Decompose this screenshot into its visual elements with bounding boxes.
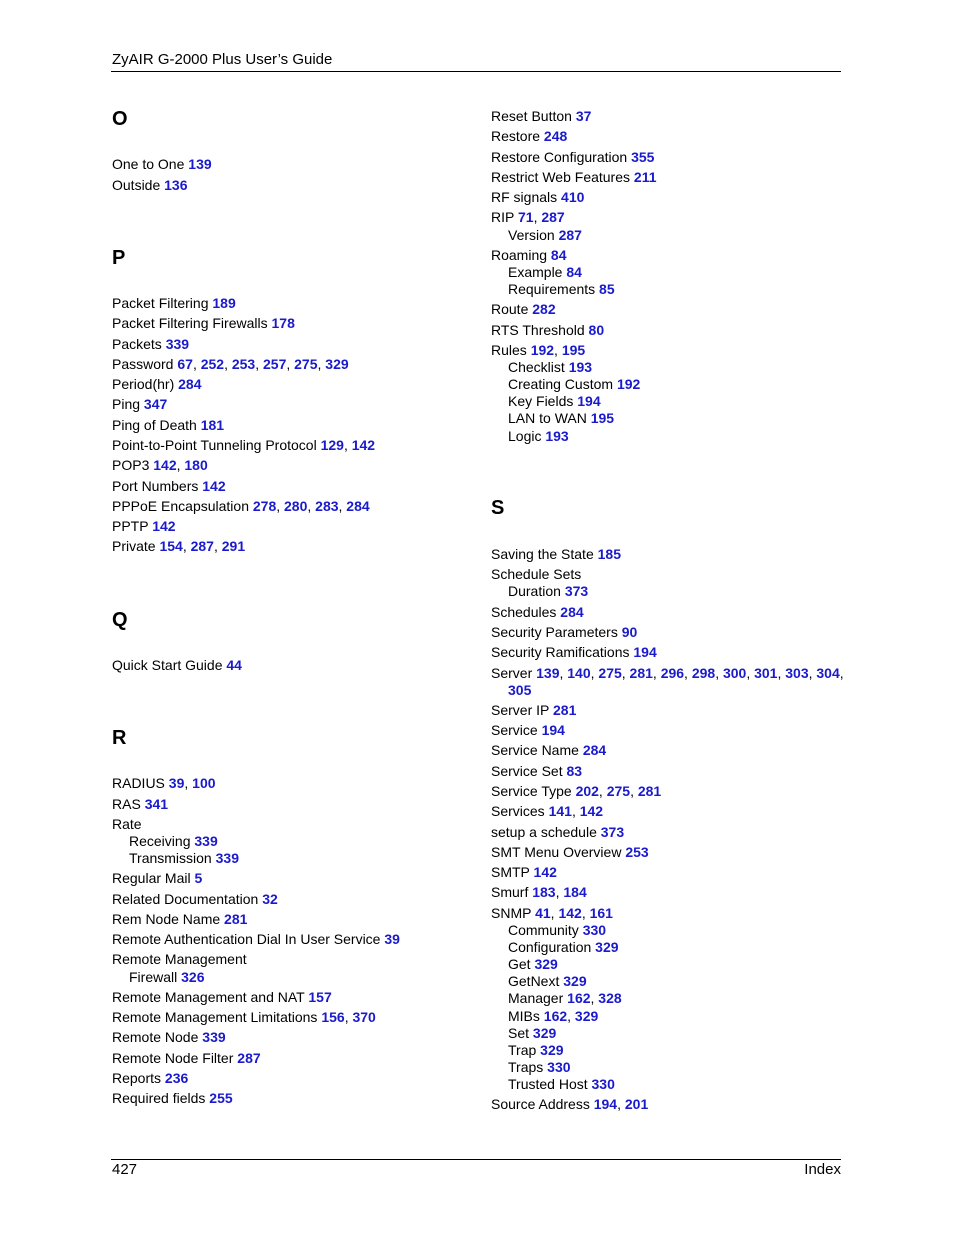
index-term: Configuration <box>508 939 592 955</box>
page-link[interactable]: 142 <box>152 518 176 534</box>
index-term: Server <box>491 665 533 681</box>
page-link[interactable]: 39 <box>384 931 400 947</box>
page-link[interactable]: 298 <box>691 665 716 681</box>
page-link[interactable]: 194 <box>593 1096 618 1112</box>
page-link[interactable]: 189 <box>212 295 236 311</box>
index-entry <box>112 989 332 1006</box>
index-term: Ping <box>112 396 141 412</box>
index-subentry <box>508 956 558 973</box>
index-term: Version <box>508 227 555 243</box>
index-entry-continuation <box>508 682 531 699</box>
index-term: Schedules <box>491 604 557 620</box>
page-link[interactable]: 329 <box>325 356 349 372</box>
page-link[interactable]: 136 <box>164 177 188 193</box>
index-term: GetNext <box>508 973 560 989</box>
page-link[interactable]: 157 <box>308 989 332 1005</box>
index-entry <box>112 796 168 813</box>
page-link[interactable]: 355 <box>631 149 655 165</box>
index-subentry: Manager 162, 328 <box>508 990 622 1006</box>
index-subentry <box>508 428 569 445</box>
header-rule <box>111 71 841 72</box>
page-link[interactable]: 252 <box>200 356 225 372</box>
page-link[interactable]: 139 <box>536 665 560 681</box>
index-term: Traps <box>508 1059 544 1075</box>
page-link[interactable]: 329 <box>595 939 619 955</box>
index-term: Private <box>112 538 156 554</box>
page-link[interactable]: 84 <box>566 264 582 280</box>
page-link[interactable]: 330 <box>547 1059 571 1075</box>
index-entry: Point-to-Point Tunneling Protocol 129, 142 <box>112 437 376 453</box>
index-entry: Smurf 183, 184 <box>491 884 587 900</box>
index-term: Remote Authentication Dial In User Service <box>112 931 381 947</box>
page-link[interactable]: 301 <box>754 665 778 681</box>
index-term: Example <box>508 264 563 280</box>
page-link[interactable]: 300 <box>722 665 747 681</box>
index-entry <box>491 644 657 661</box>
page-link[interactable]: 84 <box>550 247 567 263</box>
index-term: PPPoE Encapsulation <box>112 498 249 514</box>
page-link[interactable]: 328 <box>598 990 622 1006</box>
index-entry <box>112 417 224 434</box>
index-term: Restore Configuration <box>491 149 628 165</box>
index-entry <box>112 315 295 332</box>
index-term: Packet Filtering <box>112 295 209 311</box>
index-term: Security Ramifications <box>491 644 630 660</box>
index-term: Point-to-Point Tunneling Protocol <box>112 437 317 453</box>
index-entry: Service Type 202, 275, 281 <box>491 783 662 799</box>
index-entry: Remote Management Limitations 156, 370 <box>112 1009 376 1025</box>
index-subentry <box>508 359 592 376</box>
index-term: Server IP <box>491 702 550 718</box>
index-entry <box>491 169 657 186</box>
page-link[interactable]: 287 <box>558 227 582 243</box>
index-letter-heading: R <box>112 727 127 749</box>
index-term: Required fields <box>112 1090 206 1106</box>
index-term: Restore <box>491 128 541 144</box>
index-subentry <box>129 969 204 986</box>
index-entry <box>112 295 236 312</box>
index-term: Get <box>508 956 531 972</box>
index-term: Remote Management Limitations <box>112 1009 318 1025</box>
page-link[interactable]: 5 <box>194 870 203 886</box>
index-term: One to One <box>112 156 185 172</box>
page-link[interactable]: 193 <box>568 359 593 375</box>
index-term: Schedule Sets <box>491 566 582 582</box>
index-entry: Rules 192, 195 <box>491 342 586 358</box>
page-link[interactable]: 329 <box>534 956 558 972</box>
index-term: RIP <box>491 209 515 225</box>
page-link[interactable]: 330 <box>591 1076 615 1092</box>
page-link[interactable]: 283 <box>315 498 339 514</box>
page-link[interactable]: 178 <box>271 315 295 331</box>
index-subentry <box>129 850 239 867</box>
index-term: PPTP <box>112 518 149 534</box>
index-term: RADIUS <box>112 775 165 791</box>
page-link[interactable]: 281 <box>224 911 248 927</box>
index-term: Regular Mail <box>112 870 191 886</box>
page-link[interactable]: 373 <box>564 583 589 599</box>
index-entry <box>491 322 604 339</box>
page-link[interactable]: 236 <box>164 1070 189 1086</box>
index-subentry <box>508 410 614 427</box>
page-link[interactable]: 329 <box>540 1042 564 1058</box>
page-link[interactable]: 304 <box>816 665 840 681</box>
page-link[interactable]: 161 <box>589 905 613 921</box>
page-link[interactable]: 330 <box>582 922 607 938</box>
index-entry <box>491 149 654 166</box>
index-term: Remote Management and NAT <box>112 989 305 1005</box>
index-entry <box>491 763 582 780</box>
index-term: Remote Management <box>112 951 247 967</box>
index-term: Key Fields <box>508 393 574 409</box>
page-link[interactable]: 100 <box>192 775 216 791</box>
page-link[interactable]: 90 <box>621 624 638 640</box>
index-term: Outside <box>112 177 161 193</box>
index-entry <box>491 128 567 145</box>
index-entry <box>112 156 212 173</box>
index-term: Remote Node <box>112 1029 199 1045</box>
page-link[interactable]: 140 <box>567 665 591 681</box>
index-term: Password <box>112 356 174 372</box>
page-link[interactable]: 303 <box>785 665 809 681</box>
page-link[interactable]: 154 <box>159 538 183 554</box>
index-term: Restrict Web Features <box>491 169 631 185</box>
index-term: Manager <box>508 990 564 1006</box>
index-entry <box>112 951 247 968</box>
page-link[interactable]: 211 <box>633 169 657 185</box>
index-subentry <box>508 973 587 990</box>
page-link[interactable]: 142 <box>202 478 226 494</box>
page-link[interactable]: 142 <box>351 437 376 453</box>
page-link[interactable]: 201 <box>624 1096 649 1112</box>
page-link[interactable]: 142 <box>153 457 177 473</box>
page-link[interactable]: 257 <box>263 356 287 372</box>
page-link[interactable]: 410 <box>561 189 585 205</box>
page-link[interactable]: 341 <box>144 796 169 812</box>
index-term: Remote Node Filter <box>112 1050 234 1066</box>
page-link[interactable]: 71 <box>517 209 534 225</box>
index-term: Service <box>491 722 538 738</box>
page-link[interactable]: 281 <box>629 665 653 681</box>
index-term: LAN to WAN <box>508 410 587 426</box>
index-entry <box>491 742 606 759</box>
page-number: 427 <box>112 1161 138 1178</box>
page-link[interactable]: 183 <box>532 884 556 900</box>
index-term: Packets <box>112 336 162 352</box>
page-link[interactable]: 281 <box>553 702 577 718</box>
index-term: Checklist <box>508 359 565 375</box>
page-link[interactable]: 326 <box>181 969 205 985</box>
page-link[interactable]: 339 <box>165 336 190 352</box>
page-link[interactable]: 329 <box>563 973 587 989</box>
page-link[interactable]: 139 <box>188 156 212 172</box>
index-term: SMTP <box>491 864 530 880</box>
index-subentry <box>508 1025 556 1042</box>
index-term: Transmission <box>129 850 212 866</box>
index-entry: Services 141, 142 <box>491 803 604 819</box>
index-entry: RIP 71, 287 <box>491 209 565 225</box>
page-link[interactable]: 156 <box>321 1009 345 1025</box>
index-entry <box>112 177 188 194</box>
index-term: POP3 <box>112 457 150 473</box>
page-link[interactable]: 275 <box>294 356 318 372</box>
index-term: Community <box>508 922 579 938</box>
index-entry <box>491 247 567 264</box>
index-entry <box>491 566 581 583</box>
index-entry <box>112 1029 226 1046</box>
index-entry: Server 139, 140, 275, 281, 296, 298, 300, 301, 303, 304, <box>491 665 844 681</box>
index-entry <box>491 108 591 125</box>
page-link[interactable]: 305 <box>508 682 532 698</box>
index-entry <box>112 891 278 908</box>
page-link[interactable]: 181 <box>200 417 225 433</box>
index-entry: SNMP 41, 142, 161 <box>491 905 613 921</box>
page-link[interactable]: 192 <box>530 342 555 358</box>
running-header-title: ZyAIR G-2000 Plus User’s Guide <box>112 51 333 68</box>
page-link[interactable]: 329 <box>532 1025 557 1041</box>
index-term: Smurf <box>491 884 529 900</box>
page-link[interactable]: 281 <box>637 783 662 799</box>
index-term: Rules <box>491 342 527 358</box>
index-term: Trusted Host <box>508 1076 588 1092</box>
index-term: Services <box>491 803 545 819</box>
index-term: Service Name <box>491 742 579 758</box>
page-link[interactable]: 193 <box>545 428 569 444</box>
page-link[interactable]: 291 <box>221 538 246 554</box>
index-term: Period(hr) <box>112 376 175 392</box>
index-term: SNMP <box>491 905 532 921</box>
page-link[interactable]: 194 <box>577 393 601 409</box>
index-term: RF signals <box>491 189 558 205</box>
page-link[interactable]: 180 <box>184 457 208 473</box>
index-term: Roaming <box>491 247 548 263</box>
index-letter-heading: S <box>491 497 505 519</box>
index-term: SMT Menu Overview <box>491 844 622 860</box>
index-term: Creating Custom <box>508 376 614 392</box>
page-link[interactable]: 284 <box>560 604 584 620</box>
index-entry <box>491 844 649 861</box>
page-link[interactable]: 339 <box>215 850 239 866</box>
index-term: Reports <box>112 1070 162 1086</box>
index-letter-heading: O <box>112 108 128 130</box>
page-link[interactable]: 185 <box>597 546 621 562</box>
index-subentry <box>508 1042 564 1059</box>
index-term: setup a schedule <box>491 824 597 840</box>
index-term: Quick Start Guide <box>112 657 223 673</box>
page-link[interactable]: 129 <box>320 437 344 453</box>
index-entry <box>491 301 556 318</box>
index-subentry <box>508 583 588 600</box>
index-term: Rem Node Name <box>112 911 221 927</box>
page-link[interactable]: 329 <box>574 1008 599 1024</box>
index-term: Trap <box>508 1042 537 1058</box>
page-link[interactable]: 339 <box>194 833 218 849</box>
index-letter-heading: Q <box>112 609 128 631</box>
index-entry <box>112 396 167 413</box>
index-subentry <box>508 264 582 281</box>
page-link[interactable]: 37 <box>575 108 592 124</box>
index-term: Security Parameters <box>491 624 618 640</box>
index-subentry <box>508 376 640 393</box>
page-link[interactable]: 284 <box>178 376 202 392</box>
page-link[interactable]: 141 <box>548 803 572 819</box>
index-entry <box>112 336 189 353</box>
index-subentry <box>508 281 615 298</box>
index-entry <box>112 870 202 887</box>
index-term: Source Address <box>491 1096 590 1112</box>
page-link[interactable]: 287 <box>237 1050 261 1066</box>
footer-rule <box>111 1159 841 1160</box>
index-term: Firewall <box>129 969 178 985</box>
page-link[interactable]: 202 <box>575 783 599 799</box>
index-term: Logic <box>508 428 542 444</box>
page-link[interactable]: 253 <box>625 844 649 860</box>
index-entry <box>491 189 584 206</box>
index-term: MIBs <box>508 1008 540 1024</box>
index-entry <box>112 911 247 928</box>
page-link[interactable]: 192 <box>616 376 641 392</box>
page-link[interactable]: 142 <box>533 864 557 880</box>
page-link[interactable]: 195 <box>561 342 586 358</box>
index-term: Receiving <box>129 833 191 849</box>
index-subentry <box>508 922 606 939</box>
page-link[interactable]: 339 <box>202 1029 226 1045</box>
index-term: Rate <box>112 816 142 832</box>
page-link[interactable]: 282 <box>532 301 556 317</box>
index-subentry <box>508 1059 571 1076</box>
index-term: Saving the State <box>491 546 594 562</box>
index-entry <box>491 702 576 719</box>
page-link[interactable]: 275 <box>606 783 631 799</box>
index-subentry <box>508 393 601 410</box>
page-link[interactable]: 85 <box>599 281 615 297</box>
page-link[interactable]: 370 <box>352 1009 376 1025</box>
page-link[interactable]: 194 <box>633 644 657 660</box>
page-link[interactable]: 275 <box>598 665 622 681</box>
page-link[interactable]: 194 <box>541 722 565 738</box>
index-term: RAS <box>112 796 141 812</box>
index-entry <box>491 824 624 841</box>
index-term: Related Documentation <box>112 891 259 907</box>
page-link[interactable]: 195 <box>590 410 615 426</box>
index-term: Packet Filtering Firewalls <box>112 315 268 331</box>
index-term: RTS Threshold <box>491 322 585 338</box>
page-link[interactable]: 44 <box>226 657 242 673</box>
index-entry <box>112 1090 233 1107</box>
index-term: Requirements <box>508 281 596 297</box>
index-entry: PPPoE Encapsulation 278, 280, 283, 284 <box>112 498 370 514</box>
index-entry: Private 154, 287, 291 <box>112 538 246 554</box>
page-link[interactable]: 80 <box>588 322 605 338</box>
page-link[interactable]: 287 <box>541 209 565 225</box>
index-term: Duration <box>508 583 561 599</box>
index-subentry <box>508 939 619 956</box>
index-term: Set <box>508 1025 530 1041</box>
page-link[interactable]: 296 <box>660 665 685 681</box>
index-entry <box>491 722 565 739</box>
index-subentry <box>508 1076 615 1093</box>
page-link[interactable]: 142 <box>579 803 604 819</box>
index-term: Route <box>491 301 529 317</box>
index-entry <box>112 518 176 535</box>
page-link[interactable]: 41 <box>535 905 551 921</box>
index-entry <box>491 624 637 641</box>
index-entry <box>112 657 242 674</box>
page-link[interactable]: 184 <box>563 884 587 900</box>
page-link[interactable]: 32 <box>262 891 278 907</box>
page-link[interactable]: 253 <box>231 356 256 372</box>
page-link[interactable]: 347 <box>143 396 168 412</box>
page-link[interactable]: 287 <box>190 538 214 554</box>
footer-section-name: Index <box>804 1161 841 1178</box>
index-entry: Source Address 194, 201 <box>491 1096 649 1112</box>
page-link[interactable]: 162 <box>543 1008 568 1024</box>
index-entry <box>112 1050 261 1067</box>
index-entry <box>112 376 202 393</box>
index-entry <box>112 816 142 833</box>
index-subentry <box>129 833 218 850</box>
index-subentry: MIBs 162, 329 <box>508 1008 599 1024</box>
index-entry: Password 67, 252, 253, 257, 275, 329 <box>112 356 349 372</box>
index-entry <box>491 604 584 621</box>
index-entry <box>491 864 557 881</box>
index-term: Ping of Death <box>112 417 197 433</box>
page-link[interactable]: 142 <box>558 905 582 921</box>
page-link[interactable]: 278 <box>252 498 277 514</box>
index-letter-heading: P <box>112 247 126 269</box>
index-term: Service Set <box>491 763 563 779</box>
page-link[interactable]: 373 <box>600 824 625 840</box>
page-link[interactable]: 248 <box>543 128 568 144</box>
page-link[interactable]: 67 <box>177 356 193 372</box>
page-link[interactable]: 284 <box>582 742 607 758</box>
page-link[interactable]: 83 <box>566 763 583 779</box>
index-term: Reset Button <box>491 108 572 124</box>
index-entry <box>112 931 400 948</box>
page-link[interactable]: 280 <box>284 498 308 514</box>
index-term: Port Numbers <box>112 478 199 494</box>
index-entry <box>491 546 621 563</box>
page-link[interactable]: 162 <box>567 990 591 1006</box>
page-link[interactable]: 284 <box>346 498 370 514</box>
index-entry: RADIUS 39, 100 <box>112 775 216 791</box>
page-link[interactable]: 39 <box>168 775 185 791</box>
page-link[interactable]: 255 <box>209 1090 233 1106</box>
index-entry <box>112 1070 188 1087</box>
index-entry <box>112 478 226 495</box>
index-entry: POP3 142, 180 <box>112 457 208 473</box>
index-subentry <box>508 227 582 244</box>
index-term: Service Type <box>491 783 572 799</box>
